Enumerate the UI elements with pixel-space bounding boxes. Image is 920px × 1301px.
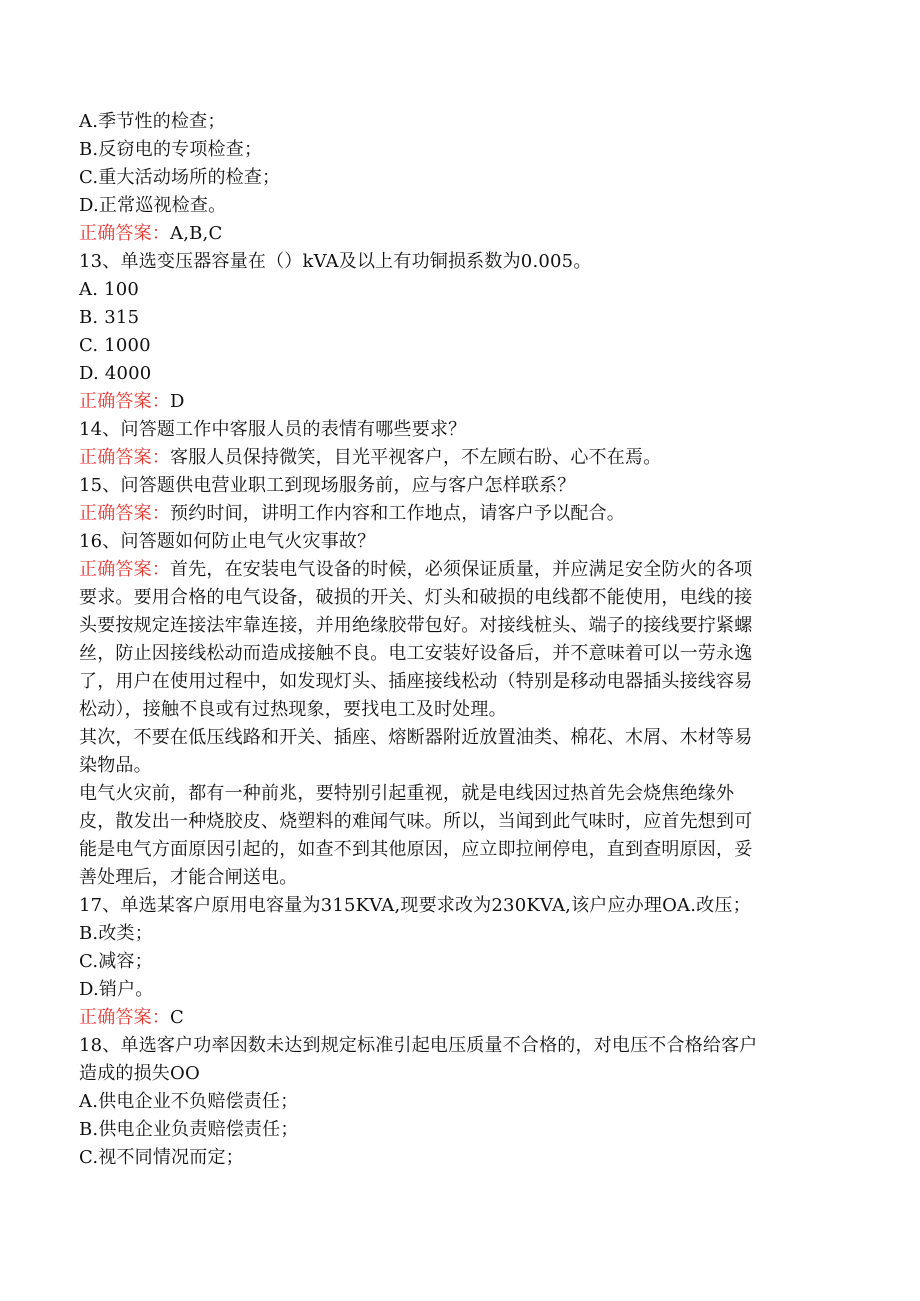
option-line: A.供电企业不负赔偿责任； [79, 1091, 299, 1112]
question-title: 16、问答题如何防止电气火灾事故？ [79, 531, 376, 552]
answer-text: 头要按规定连接法牢靠连接，并用绝缘胶带包好。对接线桩头、端子的接线要拧紧螺 [79, 615, 753, 636]
answer-line [79, 444, 839, 472]
option-line: A.季节性的检查； [79, 111, 226, 132]
answer-value: D [170, 391, 185, 412]
answer-text: 要求。要用合格的电气设备，破损的开关、灯头和破损的电线都不能使用，电线的接 [79, 587, 753, 608]
question-title: 14、问答题工作中客服人员的表情有哪些要求？ [79, 419, 467, 440]
answer-label: 正确答案： [79, 447, 170, 468]
answer-line [79, 1004, 839, 1032]
answer-text: 松动），接触不良或有过热现象，要找电工及时处理。 [79, 699, 507, 720]
question-title: 17、单选某客户原用电容量为315KVA,现要求改为230KVA,该户应办理OA.改压； [79, 895, 751, 916]
answer-text: 了，用户在使用过程中，如发现灯头、插座接线松动（特别是移动电器插头接线容易 [79, 671, 753, 692]
option-line: D.销户。 [79, 979, 154, 1000]
option-line: C.重大活动场所的检查； [79, 167, 281, 188]
document-page [79, 108, 839, 1172]
answer-line [79, 220, 839, 248]
answer-value: C [170, 1007, 184, 1028]
question-title: 13、单选变压器容量在（）kVA及以上有功铜损系数为0.005。 [79, 251, 592, 272]
answer-line [79, 388, 839, 416]
answer-text: 能是电气方面原因引起的，如查不到其他原因，应立即拉闸停电，直到查明原因，妥 [79, 839, 753, 860]
answer-text: 丝，防止因接线松动而造成接触不良。电工安装好设备后，并不意味着可以一劳永逸 [79, 643, 753, 664]
option-line: B. 315 [79, 307, 140, 328]
option-line: C. 1000 [79, 335, 151, 356]
answer-label: 正确答案： [79, 1007, 170, 1028]
question-title: 15、问答题供电营业职工到现场服务前，应与客户怎样联系？ [79, 475, 576, 496]
option-line: C.减容； [79, 951, 153, 972]
option-line: B.供电企业负责赔偿责任； [79, 1119, 299, 1140]
answer-text: 其次，不要在低压线路和开关、插座、熔断器附近放置油类、棉花、木屑、木材等易 [79, 727, 753, 748]
option-line: B.反窃电的专项检查； [79, 139, 263, 160]
answer-text: 皮，散发出一种烧胶皮、烧塑料的难闻气味。所以，当闻到此气味时，应首先想到可 [79, 811, 753, 832]
option-line: B.改类； [79, 923, 153, 944]
answer-label: 正确答案： [79, 503, 170, 524]
answer-label: 正确答案： [79, 391, 170, 412]
answer-value: 客服人员保持微笑，目光平视客户，不左顾右盼、心不在焉。 [170, 447, 662, 468]
option-line: C.视不同情况而定； [79, 1147, 244, 1168]
option-line: D. 4000 [79, 363, 152, 384]
answer-line [79, 500, 839, 528]
question-title-cont: 造成的损失OO [79, 1063, 200, 1084]
option-line: D.正常巡视检查。 [79, 195, 227, 216]
answer-label: 正确答案： [79, 559, 170, 580]
question-title: 18、单选客户功率因数未达到规定标准引起电压质量不合格的，对电压不合格给客户 [79, 1035, 758, 1056]
answer-value: 预约时间，讲明工作内容和工作地点，请客户予以配合。 [170, 503, 625, 524]
answer-value: A,B,C [170, 223, 223, 244]
answer-text: 染物品。 [79, 755, 152, 776]
answer-text: 首先，在安装电气设备的时候，必须保证质量，并应满足安全防火的各项 [170, 559, 753, 580]
answer-text: 电气火灾前，都有一种前兆，要特别引起重视，就是电线因过热首先会烧焦绝缘外 [79, 783, 735, 804]
option-line: A. 100 [79, 279, 139, 300]
answer-label: 正确答案： [79, 223, 170, 244]
answer-text: 善处理后，才能合闸送电。 [79, 867, 298, 888]
answer-line [79, 556, 839, 584]
